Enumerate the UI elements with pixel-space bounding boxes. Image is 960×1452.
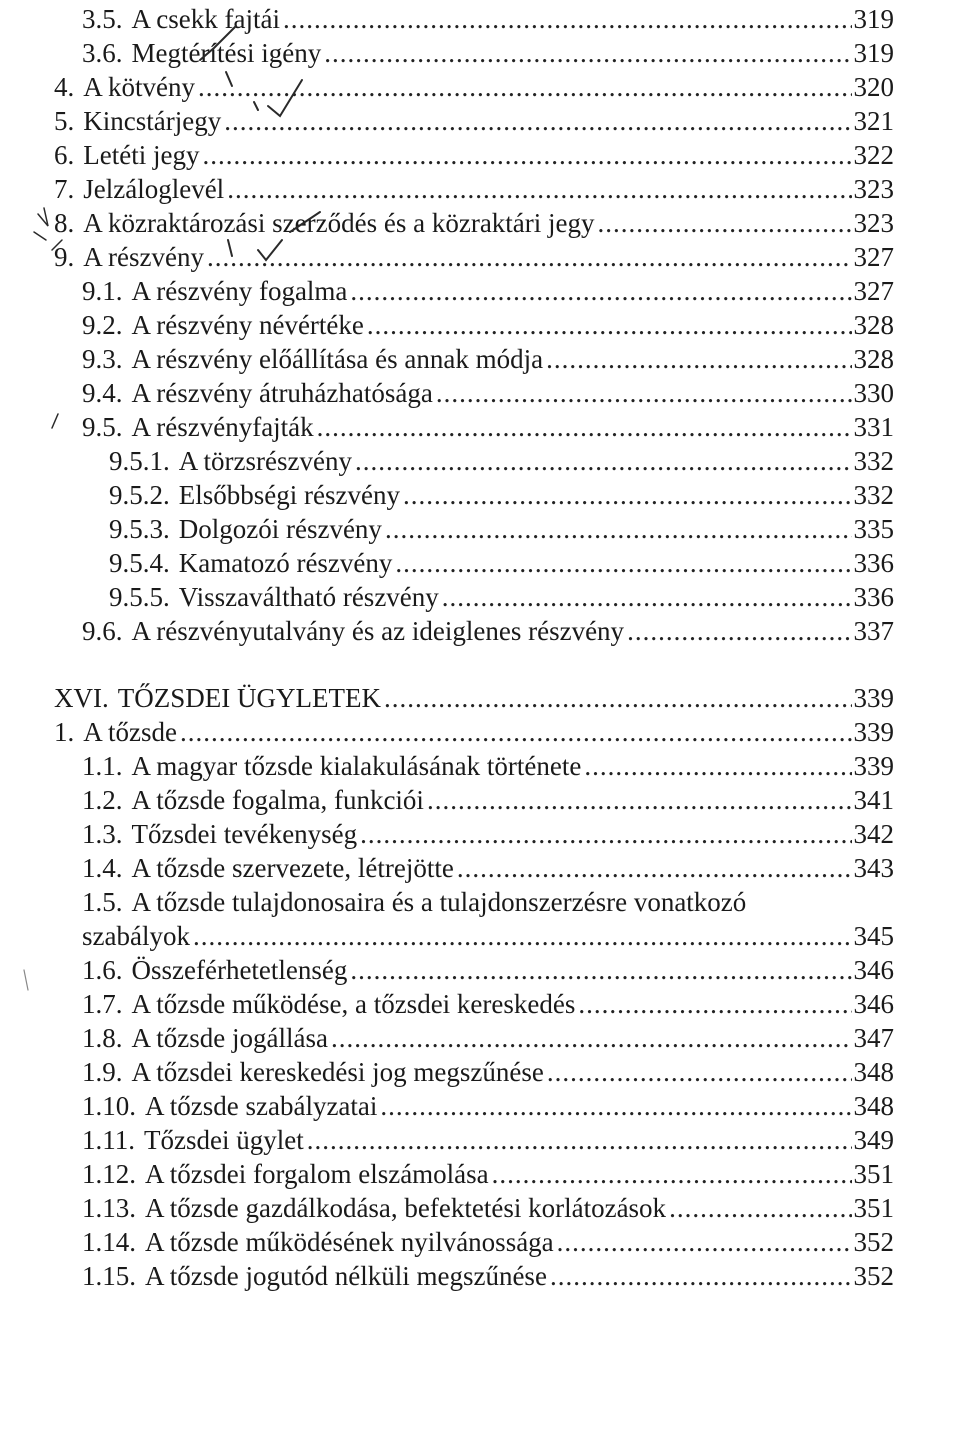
- dot-leader: [627, 614, 851, 648]
- dot-leader: [317, 410, 852, 444]
- entry-number: 1.11.: [82, 1125, 135, 1155]
- entry-number: 1.6.: [82, 955, 123, 985]
- toc-entry: [109, 580, 894, 614]
- dot-leader: [207, 240, 852, 274]
- entry-page: 351: [853, 1159, 894, 1189]
- entry-title: A tőzsde működése, a tőzsdei kereskedés: [131, 989, 576, 1019]
- entry-number: 9.2.: [82, 310, 123, 340]
- entry-title: Kincstárjegy: [83, 106, 222, 136]
- entry-number: 1.10.: [82, 1091, 136, 1121]
- entry-title: A részvényfajták: [131, 412, 314, 442]
- entry-page: 328: [853, 344, 894, 374]
- entry-number: 9.5.4.: [109, 548, 170, 578]
- entry-number: 1.4.: [82, 853, 123, 883]
- entry-page: 337: [853, 616, 894, 646]
- entry-title: A tőzsde szervezete, létrejötte: [131, 853, 454, 883]
- entry-number: 1.13.: [82, 1193, 136, 1223]
- entry-title: A tőzsdei kereskedési jog megszűnése: [131, 1057, 544, 1087]
- entry-number: 6.: [54, 140, 75, 170]
- entry-title: A tőzsde: [83, 717, 177, 747]
- entry-title: Tőzsdei tevékenység: [131, 819, 358, 849]
- toc-entry: [82, 1021, 894, 1055]
- entry-title: Összeférhetetlenség: [131, 955, 348, 985]
- entry-page: 328: [853, 310, 894, 340]
- dot-leader: [385, 512, 852, 546]
- entry-page: 339: [853, 683, 894, 713]
- entry-number: 9.5.3.: [109, 514, 170, 544]
- entry-title: A tőzsde jogutód nélküli megszűnése: [145, 1261, 547, 1291]
- dot-leader: [492, 1157, 852, 1191]
- entry-page: 348: [853, 1057, 894, 1087]
- entry-page: 348: [853, 1091, 894, 1121]
- entry-title: A tőzsdei forgalom elszámolása: [145, 1159, 489, 1189]
- entry-number: 9.3.: [82, 344, 123, 374]
- dot-leader: [180, 715, 852, 749]
- entry-page: 347: [853, 1023, 894, 1053]
- entry-number: 1.15.: [82, 1261, 136, 1291]
- entry-number: XVI.: [54, 683, 109, 713]
- entry-page: 339: [853, 717, 894, 747]
- dot-leader: [457, 851, 852, 885]
- dot-leader: [557, 1225, 852, 1259]
- dot-leader: [227, 172, 851, 206]
- toc-entry: [82, 308, 894, 342]
- entry-page: 322: [853, 140, 894, 170]
- entry-title: Visszaváltható részvény: [178, 582, 439, 612]
- entry-title: Letéti jegy: [83, 140, 200, 170]
- dot-leader: [198, 70, 852, 104]
- dot-leader: [224, 104, 851, 138]
- entry-title: A tőzsde jogállása: [131, 1023, 328, 1053]
- dot-leader: [324, 36, 851, 70]
- entry-page: 336: [853, 582, 894, 612]
- entry-title: A tőzsde tulajdonosaira és a tulajdonszerzésre vonatkozó: [131, 887, 747, 917]
- entry-number: 1.1.: [82, 751, 123, 781]
- entry-number: 9.6.: [82, 616, 123, 646]
- entry-page: 332: [853, 446, 894, 476]
- entry-title: A kötvény: [83, 72, 195, 102]
- dot-leader: [395, 546, 851, 580]
- dot-leader: [436, 376, 852, 410]
- dot-leader: [350, 953, 851, 987]
- entry-number: 9.5.1.: [109, 446, 170, 476]
- entry-title: A részvény névértéke: [131, 310, 364, 340]
- entry-page: 343: [853, 853, 894, 883]
- dot-leader: [307, 1123, 852, 1157]
- entry-number: 9.4.: [82, 378, 123, 408]
- dot-leader: [598, 206, 852, 240]
- entry-number: 9.5.2.: [109, 480, 170, 510]
- entry-page: 352: [853, 1261, 894, 1291]
- entry-number: 1.14.: [82, 1227, 136, 1257]
- toc-entry: [54, 138, 894, 172]
- toc-entry: [54, 206, 894, 240]
- toc-entry-first-line: [82, 885, 746, 919]
- dot-leader: [403, 478, 852, 512]
- toc-entry-continuation: [82, 919, 894, 953]
- dot-leader: [547, 1055, 852, 1089]
- toc-entry: [109, 512, 894, 546]
- entry-page: 349: [853, 1125, 894, 1155]
- toc-entry: [82, 817, 894, 851]
- entry-title: A magyar tőzsde kialakulásának története: [131, 751, 582, 781]
- entry-title: Kamatozó részvény: [178, 548, 393, 578]
- entry-title: Dolgozói részvény: [178, 514, 382, 544]
- entry-page: 321: [853, 106, 894, 136]
- dot-leader: [584, 749, 851, 783]
- toc-entry: [82, 614, 894, 648]
- entry-page: 327: [853, 276, 894, 306]
- dot-leader: [550, 1259, 852, 1293]
- entry-title: A részvény fogalma: [131, 276, 348, 306]
- toc-entry: [109, 444, 894, 478]
- dot-leader: [669, 1191, 851, 1225]
- toc-entry: [82, 783, 894, 817]
- dot-leader: [384, 681, 852, 715]
- entry-page: 327: [853, 242, 894, 272]
- toc-entry: [82, 1157, 894, 1191]
- entry-page: 342: [853, 819, 894, 849]
- entry-number: 3.5.: [82, 4, 123, 34]
- entry-page: 331: [853, 412, 894, 442]
- toc-chapter-entry: [54, 681, 894, 715]
- toc-entry: [82, 274, 894, 308]
- entry-number: 9.1.: [82, 276, 123, 306]
- entry-page: 323: [853, 208, 894, 238]
- entry-number: 5.: [54, 106, 75, 136]
- entry-number: 1.12.: [82, 1159, 136, 1189]
- toc-entry: [82, 987, 894, 1021]
- toc-entry: [54, 70, 894, 104]
- entry-number: 9.: [54, 242, 75, 272]
- toc-entry: [109, 546, 894, 580]
- toc-entry: [82, 851, 894, 885]
- toc-entry: [82, 1123, 894, 1157]
- entry-page: 351: [853, 1193, 894, 1223]
- dot-leader: [350, 274, 851, 308]
- toc-entry: [82, 1089, 894, 1123]
- entry-page: 346: [853, 989, 894, 1019]
- entry-number: 8.: [54, 208, 75, 238]
- dot-leader: [331, 1021, 852, 1055]
- toc-entry: [82, 1259, 894, 1293]
- entry-page: 346: [853, 955, 894, 985]
- entry-title: Elsőbbségi részvény: [178, 480, 400, 510]
- toc-entry: [82, 36, 894, 70]
- entry-number: 1.: [54, 717, 75, 747]
- dot-leader: [427, 783, 852, 817]
- entry-title: A tőzsde gazdálkodása, befektetési korlátozások: [145, 1193, 667, 1223]
- toc-entry: [82, 1225, 894, 1259]
- toc-entry: [82, 410, 894, 444]
- dot-leader: [578, 987, 851, 1021]
- entry-page: 330: [853, 378, 894, 408]
- toc-entry: [82, 342, 894, 376]
- dot-leader: [367, 308, 852, 342]
- entry-title: TŐZSDEI ÜGYLETEK: [117, 683, 381, 713]
- toc-entry: [82, 1191, 894, 1225]
- entry-page: 320: [853, 72, 894, 102]
- dot-leader: [283, 2, 852, 36]
- entry-title-continuation: szabályok: [82, 921, 190, 951]
- entry-title: A tőzsde szabályzatai: [145, 1091, 378, 1121]
- entry-title: A tőzsde fogalma, funkciói: [131, 785, 424, 815]
- entry-title: A részvény előállítása és annak módja: [131, 344, 544, 374]
- entry-page: 319: [853, 38, 894, 68]
- toc-entry: [82, 2, 894, 36]
- entry-page: 352: [853, 1227, 894, 1257]
- entry-page: 341: [853, 785, 894, 815]
- entry-number: 1.3.: [82, 819, 123, 849]
- entry-page: 335: [853, 514, 894, 544]
- toc-entry: [54, 104, 894, 138]
- entry-number: 7.: [54, 174, 75, 204]
- entry-number: 9.5.5.: [109, 582, 170, 612]
- toc-entry: [82, 1055, 894, 1089]
- dot-leader: [380, 1089, 851, 1123]
- entry-title: A csekk fajtái: [131, 4, 280, 34]
- dot-leader: [193, 919, 852, 953]
- dot-leader: [202, 138, 851, 172]
- entry-title: A részvényutalvány és az ideiglenes részvény: [131, 616, 625, 646]
- dot-leader: [360, 817, 851, 851]
- toc-entry: [54, 172, 894, 206]
- entry-title: A közraktározási szerződés és a közraktári jegy: [83, 208, 595, 238]
- entry-title: Jelzáloglevél: [83, 174, 225, 204]
- entry-number: 1.5.: [82, 887, 123, 917]
- entry-title: A részvény: [83, 242, 204, 272]
- entry-title: A tőzsde működésének nyilvánossága: [145, 1227, 554, 1257]
- dot-leader: [442, 580, 852, 614]
- entry-title: A törzsrészvény: [178, 446, 352, 476]
- dot-leader: [546, 342, 851, 376]
- entry-number: 1.8.: [82, 1023, 123, 1053]
- toc-entry: [109, 478, 894, 512]
- entry-number: 1.2.: [82, 785, 123, 815]
- entry-number: 1.7.: [82, 989, 123, 1019]
- entry-number: 3.6.: [82, 38, 123, 68]
- entry-page: 339: [853, 751, 894, 781]
- entry-title: Tőzsdei ügylet: [144, 1125, 304, 1155]
- entry-title: Megtérítési igény: [131, 38, 322, 68]
- entry-number: 9.5.: [82, 412, 123, 442]
- entry-number: 1.9.: [82, 1057, 123, 1087]
- toc-entry: [82, 376, 894, 410]
- entry-page: 332: [853, 480, 894, 510]
- dot-leader: [355, 444, 852, 478]
- entry-page: 345: [853, 921, 894, 951]
- toc-entry: [54, 715, 894, 749]
- entry-page: 323: [853, 174, 894, 204]
- entry-number: 4.: [54, 72, 75, 102]
- toc-entry: [54, 240, 894, 274]
- entry-title: A részvény átruházhatósága: [131, 378, 433, 408]
- entry-page: 336: [853, 548, 894, 578]
- toc-entry: [82, 953, 894, 987]
- toc-entry: [82, 749, 894, 783]
- entry-page: 319: [853, 4, 894, 34]
